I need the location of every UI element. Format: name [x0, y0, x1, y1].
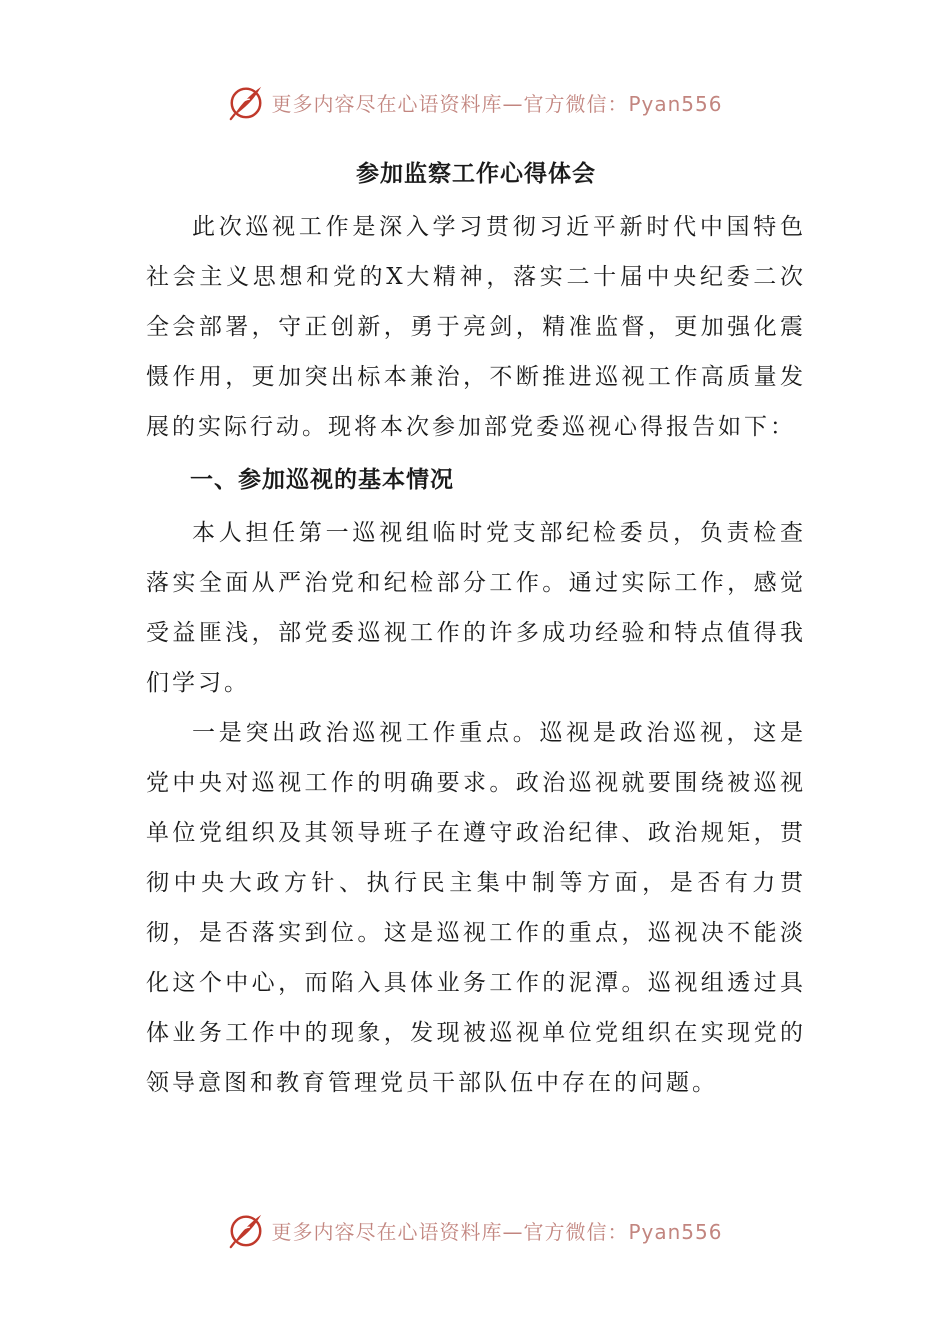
quill-pen-logo-icon [227, 1211, 265, 1249]
paragraph-role: 本人担任第一巡视组临时党支部纪检委员，负责检查落实全面从严治党和纪检部分工作。通过实际工作，感觉受益匪浅，部党委巡视工作的许多成功经验和特点值得我们学习。 [146, 520, 806, 696]
footer-banner [0, 1210, 950, 1250]
banner-text: 更多内容尽在心语资料库—官方微信：Pyan556 [271, 91, 723, 116]
paragraph-intro: 此次巡视工作是深入学习贯彻习近平新时代中国特色社会主义思想和党的X大精神，落实二十届中央纪委二次全会部署，守正创新，勇于亮剑，精准监督，更加强化震慑作用，更加突出标本兼治，不断推进巡视工作高质量发展的实际行动。现将本次参加部党委巡视心得报告如下： [146, 214, 806, 440]
paragraph-political-focus: 一是突出政治巡视工作重点。巡视是政治巡视，这是党中央对巡视工作的明确要求。政治巡视就要围绕被巡视单位党组织及其领导班子在遵守政治纪律、政治规矩，贯彻中央大政方针、执行民主集中制等方面，是否有力贯彻，是否落实到位。这是巡视工作的重点，巡视决不能淡化这个中心，而陷入具体业务工作的泥潭。巡视组透过具体业务工作中的现象，发现被巡视单位党组织在实现党的领导意图和教育管理党员干部队伍中存在的问题。 [146, 720, 806, 1096]
header-banner [0, 82, 950, 122]
document-body [146, 150, 806, 1108]
banner-text: 更多内容尽在心语资料库—官方微信：Pyan556 [271, 1219, 723, 1244]
document-title: 参加监察工作心得体会 [356, 161, 596, 187]
quill-pen-logo-icon [227, 83, 265, 121]
section-heading: 一、参加巡视的基本情况 [190, 467, 454, 493]
